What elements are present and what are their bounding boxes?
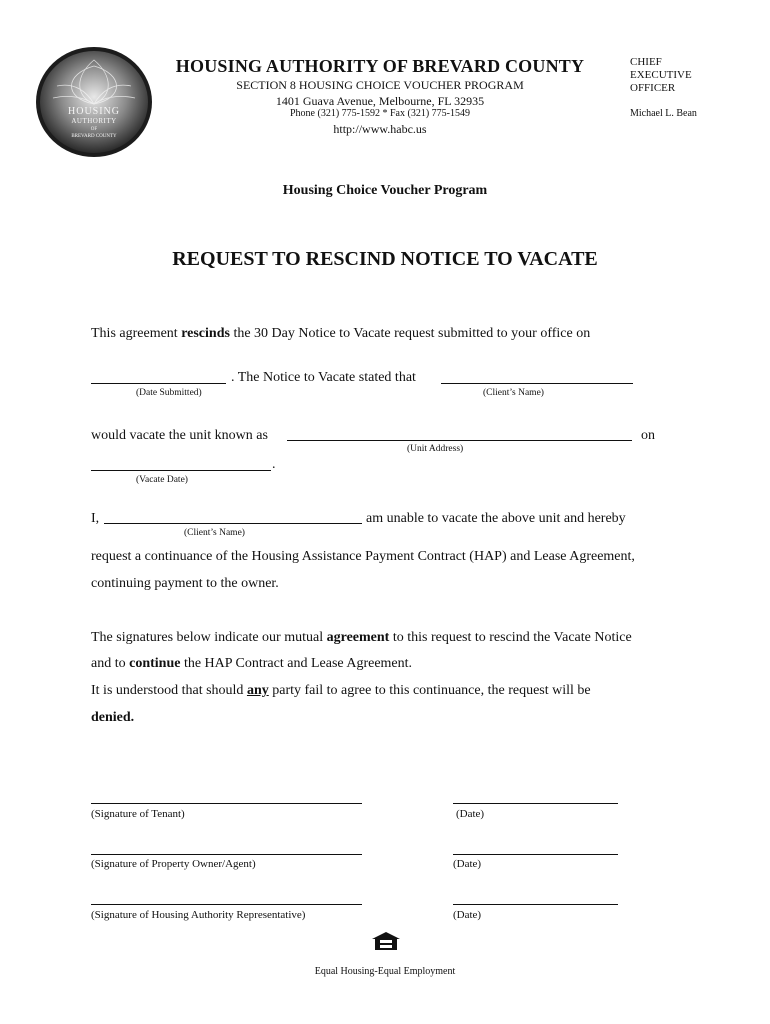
logo-text-of: OF — [90, 127, 98, 132]
notice-stated-text: . The Notice to Vacate stated that — [231, 370, 416, 385]
agreement-line-2 — [91, 656, 412, 672]
client-name-field[interactable] — [441, 383, 633, 384]
on-text: on — [641, 428, 655, 443]
agreement-line-3 — [91, 683, 591, 699]
owner-date-label: (Date) — [453, 858, 482, 870]
client-name-field-2[interactable] — [104, 523, 362, 524]
equal-housing-footer: Equal Housing-Equal Employment — [314, 966, 456, 977]
org-address: 1401 Guava Avenue, Melbourne, FL 32935 — [275, 94, 485, 108]
owner-signature-line[interactable] — [91, 854, 362, 855]
agreement-line-1 — [91, 630, 632, 646]
text-segment: to this request to rescind the Vacate Notice — [389, 630, 632, 645]
ceo-title-line-3: OFFICER — [630, 82, 676, 94]
text-segment: the HAP Contract and Lease Agreement. — [180, 656, 413, 671]
caption-client-name: (Client’s Name) — [483, 388, 544, 398]
owner-date-line[interactable] — [453, 854, 618, 855]
caption-client-name-2: (Client’s Name) — [184, 528, 245, 538]
agreement-line-4 — [91, 710, 134, 726]
vacate-date-field[interactable] — [91, 470, 271, 471]
logo-text-county: BREVARD COUNTY — [71, 134, 117, 139]
text-bold-continue: continue — [129, 656, 181, 671]
rep-date-label: (Date) — [453, 909, 482, 921]
tenant-signature-line[interactable] — [91, 803, 362, 804]
program-line: SECTION 8 HOUSING CHOICE VOUCHER PROGRAM — [236, 78, 524, 92]
ceo-title — [630, 56, 740, 95]
paragraph-rescind — [91, 326, 590, 342]
text-segment: and to — [91, 656, 130, 671]
equal-housing-icon — [371, 931, 401, 951]
rep-signature-line[interactable] — [91, 904, 362, 905]
caption-unit-address: (Unit Address) — [407, 444, 464, 454]
text-segment: It is understood that should — [91, 683, 247, 698]
text-bold-rescinds: rescinds — [181, 326, 230, 341]
text-segment: The signatures below indicate our mutual — [91, 630, 327, 645]
unit-address-field[interactable] — [287, 440, 632, 441]
phone-fax: Phone (321) 775-1592 * Fax (321) 775-1549 — [290, 108, 470, 119]
text-segment: the 30 Day Notice to Vacate request submitted to your office on — [229, 326, 591, 341]
owner-signature-label: (Signature of Property Owner/Agent) — [91, 858, 256, 870]
text-segment: This agreement — [91, 326, 182, 341]
date-submitted-field[interactable] — [91, 383, 226, 384]
text-bold-denied: denied. — [91, 710, 135, 725]
tenant-date-line[interactable] — [453, 803, 618, 804]
text-bold-any: any — [246, 683, 269, 698]
tenant-signature-label: (Signature of Tenant) — [91, 808, 185, 820]
ceo-title-line-2: EXECUTIVE — [630, 69, 692, 81]
ceo-name: Michael L. Bean — [630, 108, 697, 119]
ceo-title-line-1: CHIEF — [630, 56, 662, 68]
unable-to-vacate-text: am unable to vacate the above unit and hereby — [366, 511, 626, 526]
caption-date-submitted: (Date Submitted) — [136, 388, 202, 398]
continuance-line-1: request a continuance of the Housing Assistance Payment Contract (HAP) and Lease Agreement, — [91, 549, 635, 564]
website-link[interactable]: http://www.habc.us — [333, 122, 427, 136]
document-title: REQUEST TO RESCIND NOTICE TO VACATE — [172, 248, 598, 270]
tenant-date-label: (Date) — [456, 808, 485, 820]
text-segment: party fail to agree to this continuance, the request will be — [268, 683, 591, 698]
caption-vacate-date: (Vacate Date) — [136, 475, 188, 485]
rep-date-line[interactable] — [453, 904, 618, 905]
i-prefix: I, — [91, 511, 100, 526]
period-text: . — [272, 457, 276, 472]
vacate-unit-text: would vacate the unit known as — [91, 428, 268, 443]
organization-name: HOUSING AUTHORITY OF BREVARD COUNTY — [175, 56, 585, 76]
text-bold-agreement: agreement — [326, 630, 390, 645]
logo-text-authority: AUTHORITY — [71, 117, 117, 125]
rep-signature-label: (Signature of Housing Authority Representative) — [91, 909, 306, 921]
program-heading: Housing Choice Voucher Program — [282, 183, 488, 198]
logo-text-housing: HOUSING — [68, 106, 120, 117]
housing-authority-logo — [35, 46, 153, 158]
continuance-line-2: continuing payment to the owner. — [91, 576, 279, 591]
